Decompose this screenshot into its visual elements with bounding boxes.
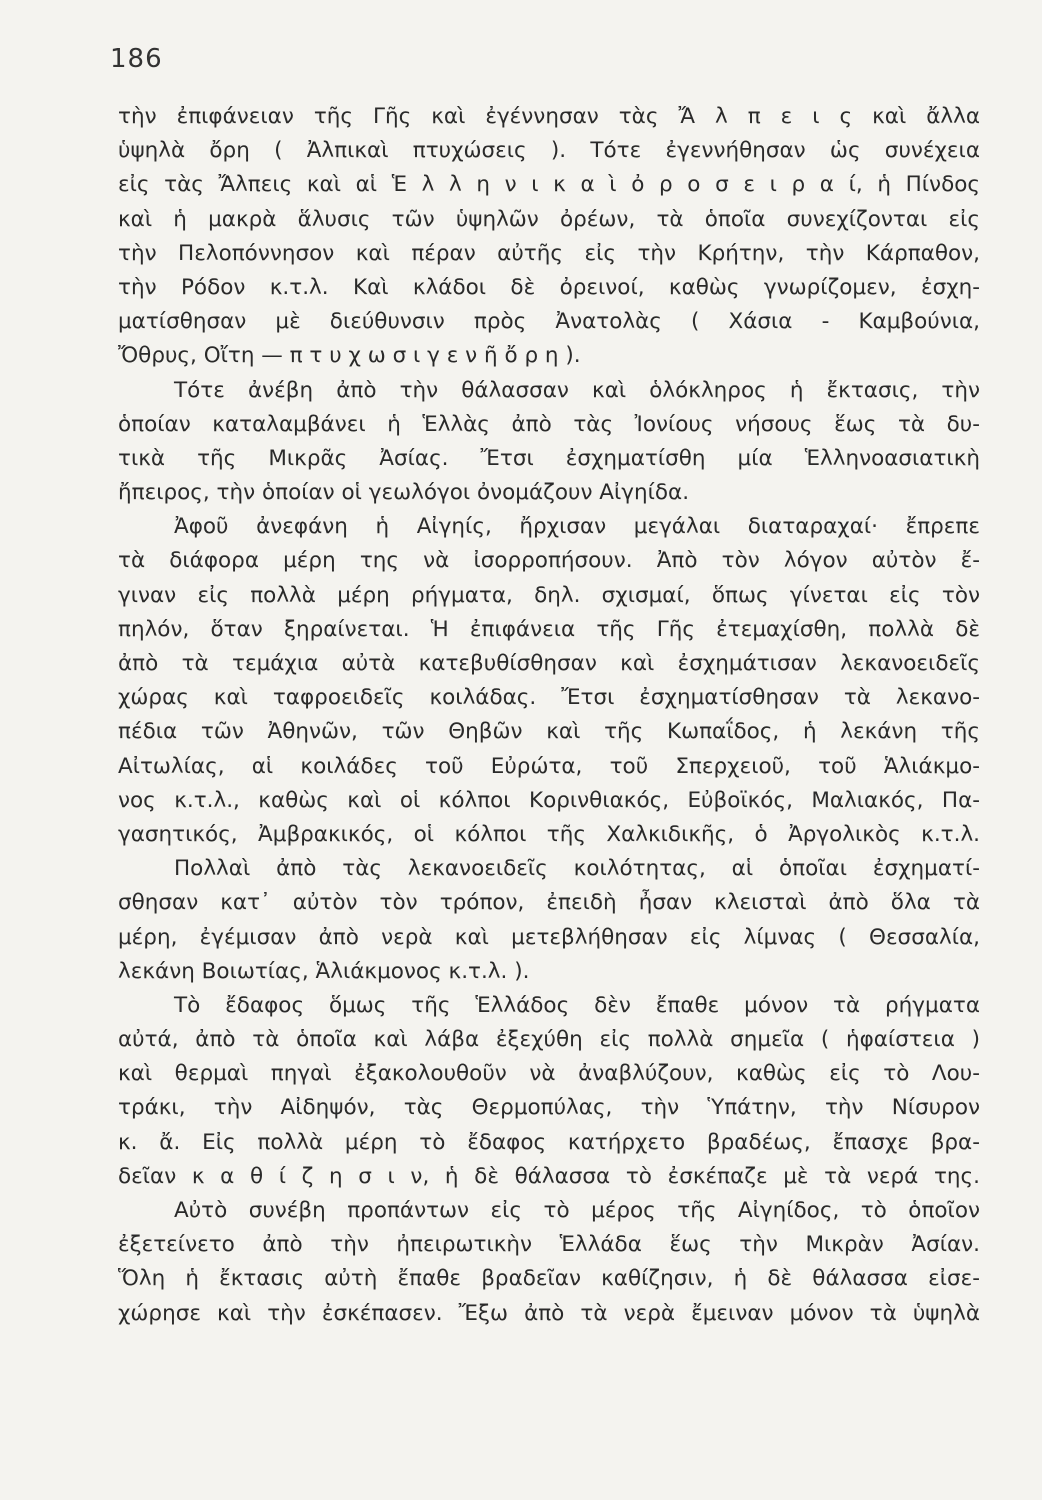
text-line: σθησαν κατ᾽ αὐτὸν τὸν τρόπον, ἐπειδὴ ἦσαν κλεισταὶ ἀπὸ ὅλα τὰ [118,890,980,916]
text-line: τὴν Ρόδον κ.τ.λ. Καὶ κλάδοι δὲ ὀρεινοί, καθὼς γνωρίζομεν, ἐσχη- [118,274,980,300]
text-line: χώρας καὶ ταφροειδεῖς κοιλάδας. Ἔτσι ἐσχηματίσθησαν τὰ λεκανο- [118,685,980,711]
text-line: Τὸ ἔδαφος ὅμως τῆς Ἑλλάδος δὲν ἔπαθε μόνον τὰ ρήγματα [174,992,980,1018]
body-text [118,100,980,1331]
text-line: εἰς τὰς Ἄλπεις καὶ αἱ Ἑ λ λ η ν ι κ α ὶ ὀ ρ ο σ ε ι ρ α ί, ἡ Πίνδος [118,172,980,198]
text-line: καὶ θερμαὶ πηγαὶ ἐξακολουθοῦν νὰ ἀναβλύζουν, καθὼς εἰς τὸ Λου- [118,1061,980,1087]
text-line: ἤπειρος, τὴν ὁποίαν οἱ γεωλόγοι ὀνομάζουν Αἰγηίδα. [118,480,690,506]
text-line: ἀπὸ τὰ τεμάχια αὐτὰ κατεβυθίσθησαν καὶ ἐσχημάτισαν λεκανοειδεῖς [118,651,980,676]
text-line: Τότε ἀνέβη ἀπὸ τὴν θάλασσαν καὶ ὁλόκληρος ἡ ἔκτασις, τὴν [174,377,980,403]
text-line: καὶ ἡ μακρὰ ἅλυσις τῶν ὑψηλῶν ὀρέων, τὰ ὁποῖα συνεχίζονται εἰς [118,206,980,232]
text-line: πέδια τῶν Ἀθηνῶν, τῶν Θηβῶν καὶ τῆς Κωπαΐδος, ἡ λεκάνη τῆς [118,719,980,745]
text-line: τὴν ἐπιφάνειαν τῆς Γῆς καὶ ἐγέννησαν τὰς Ἄ λ π ε ι ς καὶ ἄλλα [118,104,980,129]
text-line: ἐξετείνετο ἀπὸ τὴν ἠπειρωτικὴν Ἑλλάδα ἕως τὴν Μικρὰν Ἀσίαν. [118,1232,980,1258]
text-line: μέρη, ἐγέμισαν ἀπὸ νερὰ καὶ μετεβλήθησαν εἰς λίμνας ( Θεσσαλία, [118,924,980,950]
text-line: Ὄθρυς, Οἴτη — π τ υ χ ω σ ι γ ε ν ῆ ὄ ρ η ). [118,343,581,369]
text-line: Αὐτὸ συνέβη προπάντων εἰς τὸ μέρος τῆς Αἰγηίδος, τὸ ὁποῖον [174,1198,980,1223]
text-line: ματίσθησαν μὲ διεύθυνσιν πρὸς Ἀνατολὰς ( Χάσια - Καμβούνια, [118,309,980,335]
text-line: ὑψηλὰ ὄρη ( Ἀλπικαὶ πτυχώσεις ). Τότε ἐγεννήθησαν ὡς συνέχεια [118,138,980,164]
text-line: γασητικός, Ἀμβρακικός, οἱ κόλποι τῆς Χαλκιδικῆς, ὁ Ἀργολικὸς κ.τ.λ. [118,821,980,847]
text-line: κ. ἄ. Εἰς πολλὰ μέρη τὸ ἔδαφος κατήρχετο βραδέως, ἔπασχε βρα- [118,1129,980,1155]
text-line: τὴν Πελοπόννησον καὶ πέραν αὐτῆς εἰς τὴν Κρήτην, τὴν Κάρπαθον, [118,240,980,266]
text-line: αὐτά, ἀπὸ τὰ ὁποῖα καὶ λάβα ἐξεχύθη εἰς πολλὰ σημεῖα ( ἡφαίστεια ) [118,1027,980,1053]
text-line: γιναν εἰς πολλὰ μέρη ρήγματα, δηλ. σχισμαί, ὅπως γίνεται εἰς τὸν [118,582,980,608]
text-line: τὰ διάφορα μέρη της νὰ ἰσορροπήσουν. Ἀπὸ τὸν λόγον αὐτὸν ἔ- [118,548,980,574]
text-line: τικὰ τῆς Μικρᾶς Ἀσίας. Ἔτσι ἐσχηματίσθη μία Ἑλληνοασιατικὴ [118,445,980,471]
page-number: 186 [110,44,163,74]
text-line: ὁποίαν καταλαμβάνει ἡ Ἑλλὰς ἀπὸ τὰς Ἰονίους νήσους ἕως τὰ δυ- [118,411,980,437]
text-line: τράκι, τὴν Αἰδηψόν, τὰς Θερμοπύλας, τὴν Ὑπάτην, τὴν Νίσυρον [118,1095,980,1121]
text-line: νος κ.τ.λ., καθὼς καὶ οἱ κόλποι Κορινθιακός, Εὐβοϊκός, Μαλιακός, Πα- [118,787,980,813]
text-line: Ὅλη ἡ ἔκτασις αὐτὴ ἔπαθε βραδεῖαν καθίζησιν, ἡ δὲ θάλασσα εἰσε- [118,1266,980,1292]
text-line: Πολλαὶ ἀπὸ τὰς λεκανοειδεῖς κοιλότητας, αἱ ὁποῖαι ἐσχηματί- [174,856,980,882]
text-line: λεκάνη Βοιωτίας, Ἁλιάκμονος κ.τ.λ. ). [118,958,530,984]
text-line: Ἀφοῦ ἀνεφάνη ἡ Αἰγηίς, ἤρχισαν μεγάλαι διαταραχαί· ἔπρεπε [174,514,980,540]
text-line: Αἰτωλίας, αἱ κοιλάδες τοῦ Εὐρώτα, τοῦ Σπερχειοῦ, τοῦ Ἁλιάκμο- [118,753,980,779]
text-line: πηλόν, ὅταν ξηραίνεται. Ἡ ἐπιφάνεια τῆς Γῆς ἐτεμαχίσθη, πολλὰ δὲ [118,616,980,642]
text-line: χώρησε καὶ τὴν ἐσκέπασεν. Ἔξω ἀπὸ τὰ νερὰ ἔμειναν μόνον τὰ ὑψηλὰ [118,1300,980,1326]
text-line: δεῖαν κ α θ ί ζ η σ ι ν, ἡ δὲ θάλασσα τὸ ἐσκέπαζε μὲ τὰ νερά της. [118,1163,980,1189]
